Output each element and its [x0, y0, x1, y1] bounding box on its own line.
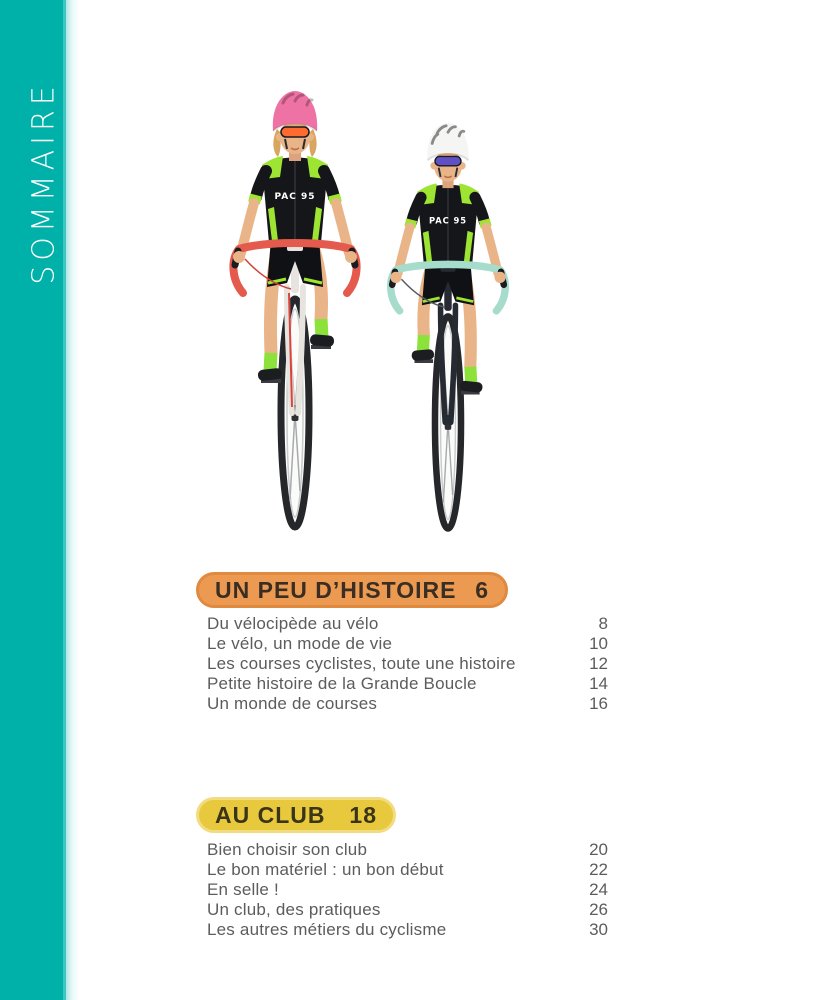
- toc-section-club: [196, 797, 608, 940]
- toc-entry-label: Les autres métiers du cyclisme: [207, 920, 447, 939]
- toc-entry-label: Les courses cyclistes, toute une histoire: [207, 654, 516, 673]
- toc-entry: [207, 840, 608, 860]
- jersey: [417, 183, 478, 264]
- sunglasses: [281, 127, 309, 137]
- toc-entry-page: 24: [589, 880, 608, 899]
- toc-entry: [207, 654, 608, 674]
- section-title: UN PEU D’HISTOIRE: [215, 576, 457, 603]
- toc-entry-label: Le vélo, un mode de vie: [207, 634, 393, 653]
- toc-entry: [207, 920, 608, 940]
- spine-bar-fade: [66, 0, 79, 1000]
- toc-entry: [207, 860, 608, 880]
- section-header-pill: [196, 572, 508, 608]
- cyclists-illustration: [182, 83, 562, 535]
- spine-bar: [0, 0, 66, 1000]
- right-rider: [390, 123, 505, 528]
- jersey: [262, 156, 328, 243]
- toc-entry-page: 8: [598, 614, 608, 633]
- toc-entry: [207, 880, 608, 900]
- toc-entry-page: 20: [589, 840, 608, 859]
- toc-entry-page: 12: [589, 654, 608, 673]
- toc-entry-label: Un monde de courses: [207, 694, 378, 713]
- section-page-number: 18: [349, 801, 377, 828]
- head: [427, 123, 468, 188]
- left-rider: [233, 91, 357, 527]
- toc-entries: [207, 614, 608, 714]
- toc-entry-label: Un club, des pratiques: [207, 900, 381, 919]
- section-title: AU CLUB: [215, 801, 326, 828]
- toc-entry-label: Petite histoire de la Grande Boucle: [207, 674, 477, 693]
- toc-entry-page: 16: [589, 694, 608, 713]
- sunglasses: [435, 156, 461, 165]
- toc-entry: [207, 694, 608, 714]
- toc-entry-label: Bien choisir son club: [207, 840, 368, 859]
- toc-entry-page: 22: [589, 860, 608, 879]
- jersey-text: PAC 95: [274, 192, 316, 202]
- toc-entry-page: 30: [589, 920, 608, 939]
- section-header-pill: [196, 797, 396, 833]
- toc-entry-label: Le bon matériel : un bon début: [207, 860, 444, 879]
- section-page-number: 6: [475, 576, 489, 603]
- toc-entry: [207, 900, 608, 920]
- toc-entry-page: 14: [589, 674, 608, 693]
- jersey-text: PAC 95: [428, 215, 468, 226]
- sommaire-label: SOMMAIRE: [26, 81, 62, 285]
- toc-entry: [207, 614, 608, 634]
- toc-entry-label: Du vélocipède au vélo: [207, 614, 379, 633]
- toc-entry-page: 10: [589, 634, 608, 653]
- toc-entry: [207, 634, 608, 654]
- toc-entry-page: 26: [589, 900, 608, 919]
- toc-entry: [207, 674, 608, 694]
- toc-entry-label: En selle !: [207, 880, 279, 899]
- toc-entries: [207, 840, 608, 940]
- head: [273, 91, 317, 161]
- cyclists-photo: [182, 83, 562, 535]
- toc-section-histoire: [196, 572, 608, 714]
